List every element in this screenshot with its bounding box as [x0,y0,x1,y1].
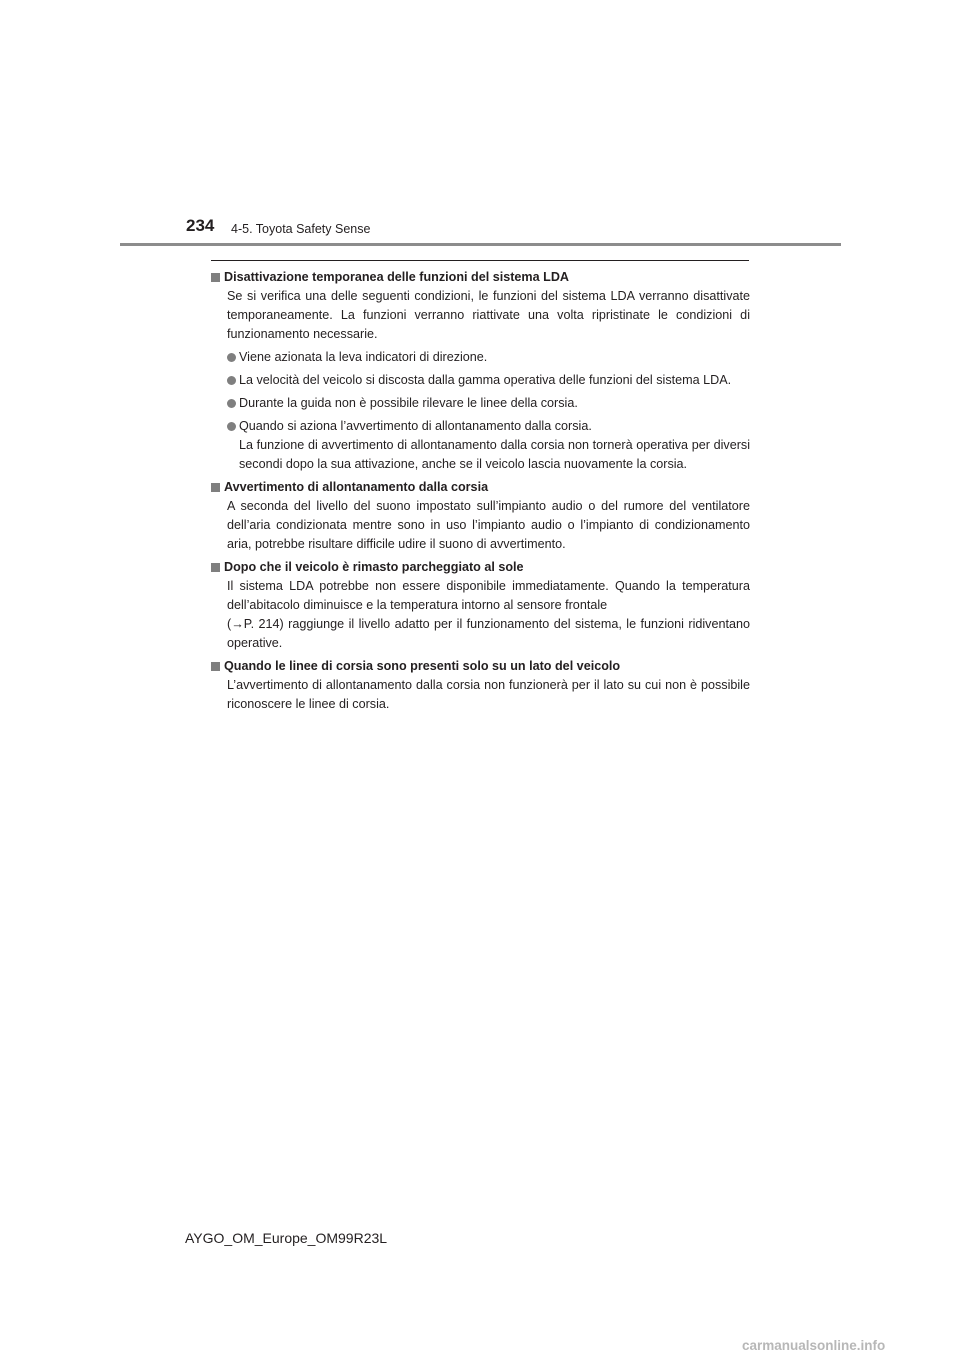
list-item [210,394,750,413]
heading-text: Avvertimento di allontanamento dalla corsia [224,480,489,494]
list-item [210,417,750,474]
section-title: 4-5. Toyota Safety Sense [231,222,371,236]
square-bullet-icon [211,483,220,492]
list-item-note: La funzione di avvertimento di allontanamento dalla corsia non tornerà operativa per diversi secondi dopo la sua attivazione, anche se il veicolo lascia nuovamente la corsia. [239,438,750,471]
document-code: AYGO_OM_Europe_OM99R23L [185,1230,388,1246]
section-heading [210,268,750,287]
header-divider [120,243,841,246]
page-content [210,268,750,718]
square-bullet-icon [211,563,220,572]
page-reference-text: (→P. 214) raggiunge il livello adatto per il funzionamento del sistema, le funzioni ridiventano operative. [227,617,750,650]
circle-bullet-icon [227,422,236,431]
list-item [210,348,750,367]
circle-bullet-icon [227,399,236,408]
section-heading [210,478,750,497]
square-bullet-icon [211,273,220,282]
section-paragraph: L’avvertimento di allontanamento dalla corsia non funzionerà per il lato su cui non è possibile riconoscere le linee di corsia. [227,678,750,711]
heading-text: Quando le linee di corsia sono presenti solo su un lato del veicolo [224,659,621,673]
list-item-text: Quando si aziona l’avvertimento di allontanamento dalla corsia. [239,419,592,433]
section-heading [210,657,750,676]
list-item-text: La velocità del veicolo si discosta dalla gamma operativa delle funzioni del sistema LDA. [239,373,732,387]
section-paragraph [210,577,750,653]
watermark: carmanualsonline.info [742,1338,886,1353]
page-number: 234 [186,216,215,235]
list-item-text: Durante la guida non è possibile rilevare le linee della corsia. [239,396,578,410]
section-paragraph: A seconda del livello del suono impostato sull’impianto audio o del rumore del ventilatore dell’aria condizionata mentre sono in uso l’impianto audio o l’impianto di condizionamento aria, potrebbe risultare difficile udire il suono di avvertimento. [227,499,750,551]
circle-bullet-icon [227,376,236,385]
section-paragraph: Se si verifica una delle seguenti condizioni, le funzioni del sistema LDA verranno disattivate temporaneamente. La funzioni verranno riattivate una volta ripristinate le condizioni di funzionamento necessarie. [227,289,750,341]
list-item [210,371,750,390]
list-item-text: Viene azionata la leva indicatori di direzione. [239,350,488,364]
paragraph-line: Il sistema LDA potrebbe non essere disponibile immediatamente. Quando la temperatura dell’abitacolo diminuisce e la temperatura intorno al sensore frontale [227,579,750,612]
content-divider [211,260,749,261]
square-bullet-icon [211,662,220,671]
heading-text: Dopo che il veicolo è rimasto parcheggiato al sole [224,560,524,574]
heading-text: Disattivazione temporanea delle funzioni del sistema LDA [224,270,570,284]
circle-bullet-icon [227,353,236,362]
section-heading [210,558,750,577]
